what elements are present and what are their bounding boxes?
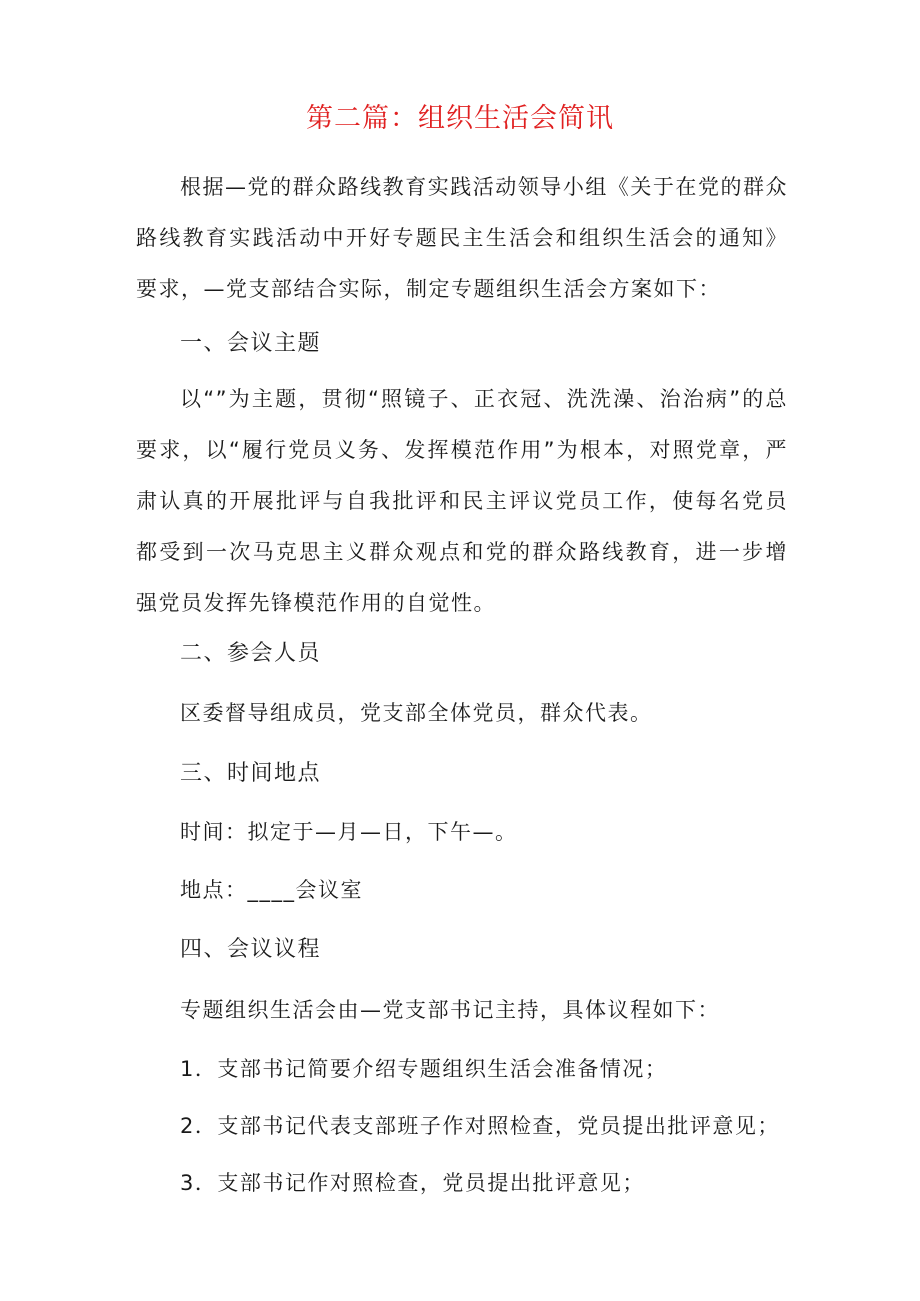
agenda-intro: 专题组织生活会由—党支部书记主持，具体议程如下： — [180, 998, 720, 1022]
document-title: 第二篇：组织生活会简讯 — [306, 103, 614, 134]
intro-paragraph: 根据—党的群众路线教育实践活动领导小组《关于在党的群众路线教育实践活动中开好专题民主生活会和组织生活会的通知》要求，—党支部结合实际，制定专题组织生活会方案如下： — [136, 175, 788, 301]
section-1-heading: 一、会议主题 — [180, 331, 322, 356]
place-line: 地点：____会议室 — [180, 878, 363, 902]
section-3-heading: 三、时间地点 — [180, 761, 322, 786]
agenda-item: 3．支部书记作对照检查，党员提出批评意见； — [180, 1171, 645, 1195]
section-2-heading: 二、参会人员 — [180, 641, 322, 666]
section-4-heading: 四、会议议程 — [180, 937, 322, 962]
agenda-item: 1．支部书记简要介绍专题组织生活会准备情况； — [180, 1057, 668, 1081]
section-1-body: 以“”为主题，贯彻“照镜子、正衣冠、洗洗澡、治治病”的总要求，以“履行党员义务、发挥模范作用”为根本，对照党章，严肃认真的开展批评与自我批评和民主评议党员工作，使每名党员都受到一次马克思主义群众观点和党的群众路线教育，进一步增强党员发挥先锋模范作用的自觉性。 — [136, 387, 788, 615]
time-line: 时间：拟定于—月—日，下午—。 — [180, 820, 518, 844]
section-2-body: 区委督导组成员，党支部全体党员，群众代表。 — [180, 701, 653, 725]
agenda-item: 2．支部书记代表支部班子作对照检查，党员提出批评意见； — [180, 1114, 780, 1138]
